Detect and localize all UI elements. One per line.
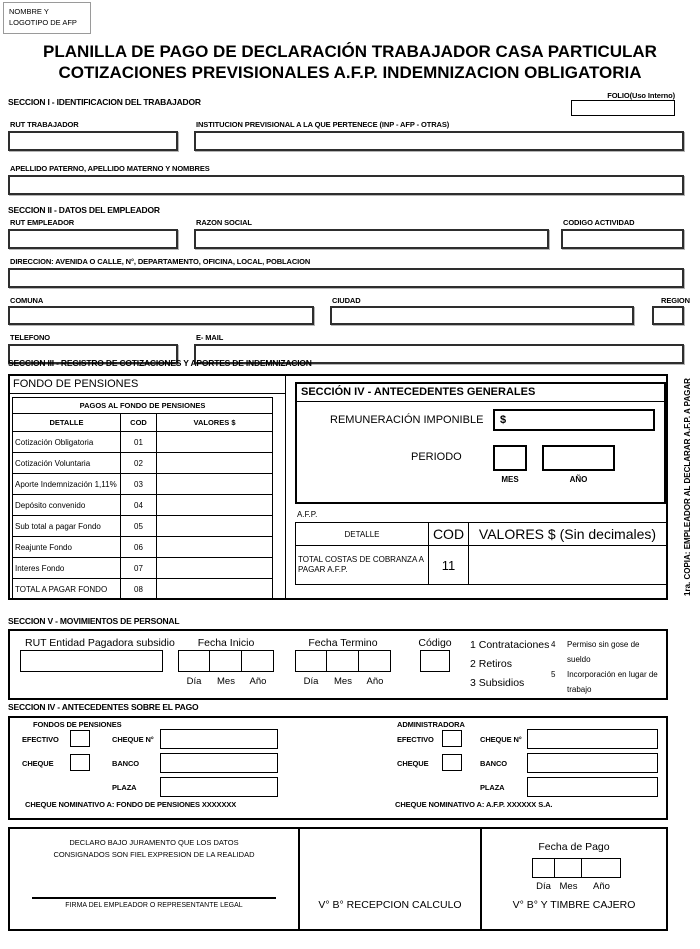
- apellidos-nombres-label: APELLIDO PATERNO, APELLIDO MATERNO Y NOMBRES: [10, 164, 210, 173]
- administradora-title: ADMINISTRADORA: [397, 720, 465, 729]
- legend-permiso-text: Permiso sin gose de sueldo: [567, 640, 640, 664]
- firma-label: FIRMA DEL EMPLEADOR O REPRESENTANTE LEGAL: [65, 902, 243, 909]
- row-detalle: Reajunte Fondo: [13, 537, 121, 558]
- section2-title: SECCION II - DATOS DEL EMPLEADOR: [8, 205, 160, 215]
- row-cod: 01: [121, 432, 157, 453]
- fondos-plaza-label: PLAZA: [112, 783, 137, 792]
- row-valor-input[interactable]: [157, 432, 273, 453]
- rut-empleador-input[interactable]: [8, 229, 178, 249]
- row-cod: 08: [121, 579, 157, 600]
- legend-incorporacion-text: Incorporación en lugar de trabajo: [567, 670, 658, 694]
- codigo-label: Código: [418, 637, 452, 649]
- section5-title: SECCION V - MOVIMIENTOS DE PERSONAL: [8, 616, 180, 626]
- fecha-termino-daylabels: [295, 676, 391, 687]
- row-cod: 03: [121, 474, 157, 495]
- ano-label: AÑO: [569, 475, 588, 484]
- declaration-line1: DECLARO BAJO JURAMENTO QUE LOS DATOS: [69, 838, 239, 847]
- row-valor-input[interactable]: [157, 474, 273, 495]
- table-row: [13, 558, 273, 579]
- copy-note: 1ra. COPIA: EMPLEADOR AL DECLARAR A.F.P. A PAGAR: [683, 378, 692, 596]
- periodo-label: PERIODO: [411, 451, 462, 463]
- section3-vertical-divider: [285, 374, 286, 600]
- fondos-banco-label: BANCO: [112, 759, 139, 768]
- movimientos-legend-left: [470, 636, 549, 693]
- dia-label: Día: [186, 676, 202, 687]
- fecha-inicio-mes-input[interactable]: [210, 650, 242, 672]
- table-row: [13, 495, 273, 516]
- costas-row-detalle: TOTAL COSTAS DE COBRANZA A PAGAR A.F.P.: [296, 546, 429, 585]
- fondos-nominativo-note: CHEQUE NOMINATIVO A: FONDO DE PENSIONES XXXXXXX: [25, 800, 237, 809]
- fecha-pago-daylabels: [532, 881, 621, 892]
- timbre-label: V° B° Y TIMBRE CAJERO: [512, 899, 636, 911]
- costas-col-valores: VALORES $ (Sin decimales): [469, 523, 667, 546]
- table-row: [13, 474, 273, 495]
- direccion-label: DIRECCION: AVENIDA O CALLE, N°, DEPARTAMENTO, OFICINA, LOCAL, POBLACION: [10, 257, 311, 266]
- fondo-pensiones-title: FONDO DE PENSIONES: [13, 378, 139, 390]
- fondos-pensiones-title: FONDOS DE PENSIONES: [33, 720, 122, 729]
- pagos-table-header: PAGOS AL FONDO DE PENSIONES: [13, 398, 273, 414]
- section1-title: SECCION I - IDENTIFICACION DEL TRABAJADOR: [8, 97, 201, 107]
- row-detalle: Aporte Indemnización 1,11%: [13, 474, 121, 495]
- telefono-label: TELEFONO: [10, 333, 51, 342]
- fecha-termino-label: Fecha Termino: [308, 637, 378, 649]
- currency-symbol: $: [500, 414, 507, 426]
- row-cod: 05: [121, 516, 157, 537]
- fecha-termino-cells: [295, 650, 391, 672]
- fecha-pago-ano-input[interactable]: [582, 858, 621, 878]
- recepcion-panel: [298, 829, 480, 929]
- periodo-ano-input[interactable]: [542, 445, 615, 471]
- razon-social-label: RAZON SOCIAL: [196, 218, 252, 227]
- legend-incorporacion-num: 5: [551, 670, 556, 679]
- table-row: [13, 453, 273, 474]
- row-valor-input[interactable]: [157, 537, 273, 558]
- fecha-pago-dia-input[interactable]: [532, 858, 555, 878]
- fecha-termino-ano-input[interactable]: [359, 650, 391, 672]
- codigo-input[interactable]: [420, 650, 450, 672]
- rut-entidad-input[interactable]: [20, 650, 163, 672]
- row-detalle: Cotización Obligatoria: [13, 432, 121, 453]
- dia-label: Día: [536, 881, 551, 892]
- folio-label: FOLIO(Uso Interno): [607, 91, 675, 100]
- fondo-title-underline: [9, 393, 285, 394]
- fondos-plaza-input[interactable]: [160, 777, 278, 797]
- legend-contrataciones: 1 Contrataciones: [470, 639, 550, 651]
- region-input[interactable]: [652, 306, 684, 325]
- fecha-termino-dia-input[interactable]: [295, 650, 327, 672]
- admin-plaza-label: PLAZA: [480, 783, 505, 792]
- fecha-pago-panel: [480, 829, 666, 929]
- fecha-pago-cells: [532, 858, 621, 878]
- razon-social-input[interactable]: [194, 229, 549, 249]
- row-detalle: Cotización Voluntaria: [13, 453, 121, 474]
- footer-box: [8, 827, 668, 931]
- admin-cheque-n-input[interactable]: [527, 729, 658, 749]
- row-valor-input[interactable]: [157, 516, 273, 537]
- fondos-cheque-checkbox[interactable]: [70, 754, 90, 771]
- fecha-inicio-label: Fecha Inicio: [197, 637, 255, 649]
- section4-title: SECCIÓN IV - ANTECEDENTES GENERALES: [297, 384, 664, 402]
- email-label: E- MAIL: [196, 333, 224, 342]
- codigo-actividad-input[interactable]: [561, 229, 684, 249]
- costas-col-cod: COD: [429, 523, 469, 546]
- table-row: [13, 432, 273, 453]
- region-label: REGION: [661, 296, 690, 305]
- row-valor-input[interactable]: [157, 495, 273, 516]
- recepcion-label: V° B° RECEPCION CALCULO: [318, 899, 462, 911]
- ano-label: Año: [593, 881, 610, 892]
- periodo-mes-input[interactable]: [493, 445, 527, 471]
- mes-label: Mes: [334, 676, 352, 687]
- fecha-inicio-dia-input[interactable]: [178, 650, 210, 672]
- pagos-fondo-table: [12, 397, 273, 600]
- rut-entidad-label: RUT Entidad Pagadora subsidio: [25, 637, 175, 649]
- table-row: [296, 546, 667, 585]
- fecha-pago-mes-input[interactable]: [555, 858, 582, 878]
- fecha-inicio-daylabels: [178, 676, 274, 687]
- row-detalle: TOTAL A PAGAR FONDO: [13, 579, 121, 600]
- pagos-col-cod: COD: [121, 414, 157, 432]
- fondos-cheque-n-input[interactable]: [160, 729, 278, 749]
- admin-efectivo-checkbox[interactable]: [442, 730, 462, 747]
- costas-col-detalle: DETALLE: [296, 523, 429, 546]
- row-cod: 04: [121, 495, 157, 516]
- legend-retiros: 2 Retiros: [470, 658, 513, 670]
- pagos-col-detalle: DETALLE: [13, 414, 121, 432]
- fondos-cheque-label: CHEQUE: [22, 759, 54, 768]
- row-detalle: Depósito convenido: [13, 495, 121, 516]
- admin-banco-label: BANCO: [480, 759, 507, 768]
- codigo-actividad-label: CODIGO ACTIVIDAD: [563, 218, 635, 227]
- afp-logo-box: [3, 2, 91, 34]
- afp-logo-line1: NOMBRE Y: [9, 7, 49, 16]
- pagos-col-valores: VALORES $: [157, 414, 273, 432]
- row-cod: 06: [121, 537, 157, 558]
- folio-input[interactable]: [571, 100, 675, 116]
- comuna-label: COMUNA: [10, 296, 44, 305]
- mes-label: Mes: [217, 676, 235, 687]
- fecha-termino-mes-input[interactable]: [327, 650, 359, 672]
- section4-box: [295, 382, 666, 504]
- institucion-previsional-label: INSTITUCION PREVISIONAL A LA QUE PERTENECE (INP - AFP - OTRAS): [196, 120, 450, 129]
- rut-trabajador-input[interactable]: [8, 131, 178, 151]
- row-valor-input[interactable]: [157, 453, 273, 474]
- remuneracion-label: REMUNERACIÓN IMPONIBLE: [330, 414, 484, 426]
- fondos-efectivo-label: EFECTIVO: [22, 735, 59, 744]
- ano-label: Año: [366, 676, 384, 687]
- comuna-input[interactable]: [8, 306, 314, 325]
- declaration-panel: [10, 829, 298, 929]
- fecha-inicio-ano-input[interactable]: [242, 650, 274, 672]
- rut-empleador-label: RUT EMPLEADOR: [10, 218, 75, 227]
- legend-permiso-num: 4: [551, 640, 556, 649]
- costas-row-valor-input[interactable]: [469, 546, 667, 585]
- admin-banco-input[interactable]: [527, 753, 658, 773]
- fecha-inicio-cells: [178, 650, 274, 672]
- legend-incorporacion: [551, 667, 663, 697]
- signature-line: [32, 897, 276, 899]
- rut-trabajador-label: RUT TRABAJADOR: [10, 120, 79, 129]
- table-row: [13, 516, 273, 537]
- form-title-line1: PLANILLA DE PAGO DE DECLARACIÓN TRABAJADOR CASA PARTICULAR: [43, 42, 657, 61]
- costas-table: [295, 522, 667, 585]
- admin-cheque-checkbox[interactable]: [442, 754, 462, 771]
- row-valor-input[interactable]: [157, 579, 273, 600]
- admin-plaza-input[interactable]: [527, 777, 658, 797]
- legend-permiso: [551, 637, 663, 667]
- row-cod: 07: [121, 558, 157, 579]
- row-cod: 02: [121, 453, 157, 474]
- admin-cheque-label: CHEQUE: [397, 759, 429, 768]
- institucion-previsional-input[interactable]: [194, 131, 684, 151]
- fondos-efectivo-checkbox[interactable]: [70, 730, 90, 747]
- fondos-cheque-n-label: CHEQUE N°: [112, 735, 154, 744]
- section6-title: SECCION IV - ANTECEDENTES SOBRE EL PAGO: [8, 702, 199, 712]
- row-valor-input[interactable]: [157, 558, 273, 579]
- ciudad-label: CIUDAD: [332, 296, 361, 305]
- row-detalle: Sub total a pagar Fondo: [13, 516, 121, 537]
- fecha-pago-label: Fecha de Pago: [538, 841, 610, 853]
- admin-nominativo-note: CHEQUE NOMINATIVO A: A.F.P. XXXXXX S.A.: [395, 800, 553, 809]
- declaration-line2: CONSIGNADOS SON FIEL EXPRESION DE LA REALIDAD: [53, 850, 255, 859]
- mes-label: Mes: [559, 881, 578, 892]
- costas-row-cod: 11: [429, 546, 469, 585]
- remuneracion-input[interactable]: [493, 409, 655, 431]
- afp-label: A.F.P.: [297, 510, 318, 519]
- section3-title: SECCION III - REGISTRO DE COTIZACIONES Y APORTES DE INDEMNIZACION: [8, 358, 312, 368]
- afp-logo-line2: LOGOTIPO DE AFP: [9, 18, 77, 27]
- legend-subsidios: 3 Subsidios: [470, 677, 525, 689]
- apellidos-nombres-input[interactable]: [8, 175, 684, 195]
- admin-efectivo-label: EFECTIVO: [397, 735, 434, 744]
- table-row: [13, 537, 273, 558]
- fondos-banco-input[interactable]: [160, 753, 278, 773]
- admin-cheque-n-label: CHEQUE N°: [480, 735, 522, 744]
- table-row: [13, 579, 273, 600]
- direccion-input[interactable]: [8, 268, 684, 288]
- row-detalle: Interes Fondo: [13, 558, 121, 579]
- mes-label: MES: [501, 475, 519, 484]
- dia-label: Día: [303, 676, 319, 687]
- ano-label: Año: [249, 676, 267, 687]
- form-title-line2: COTIZACIONES PREVISIONALES A.F.P. INDEMNIZACION OBLIGATORIA: [58, 63, 642, 82]
- movimientos-legend-right: [551, 637, 663, 697]
- ciudad-input[interactable]: [330, 306, 634, 325]
